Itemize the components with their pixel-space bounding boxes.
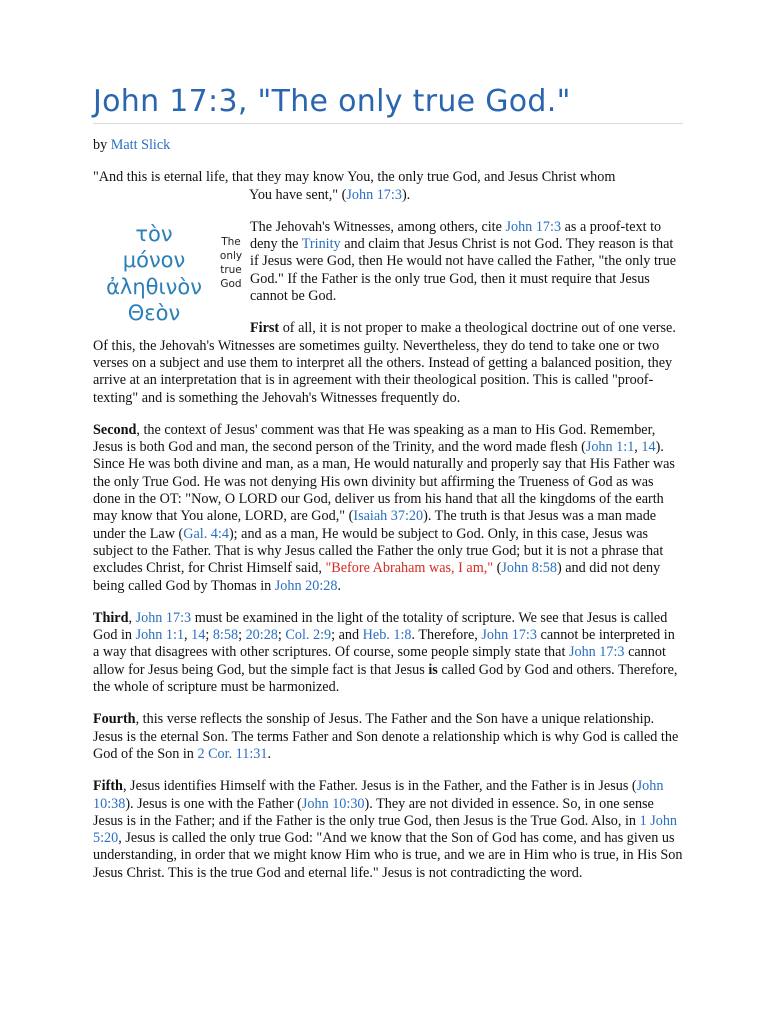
point-heading: Second <box>93 421 137 438</box>
ref-link[interactable]: John 17:3 <box>346 186 402 203</box>
ref-link[interactable]: John 1:1 <box>135 627 185 644</box>
paragraph-intro: The Jehovah's Witnesses, among others, cite John 17:3 as a proof-text to deny the Trinity and claim that Jesus Christ is not God. They reason is that if Jesus were God, then He would not have called the Father, "the only true God." If the Father is the only true God, then it must require that Jesus cannot be God. <box>250 218 676 305</box>
quote-line-2: You have sent," (John 17:3). <box>249 186 411 203</box>
english-gloss <box>216 235 246 291</box>
point-heading: Fourth <box>93 711 136 728</box>
scripture-quote <box>93 169 683 204</box>
paragraph-first: First of all, it is not proper to make a theological doctrine out of one verse. Of this, the Jehovah's Witnesses are sometimes guilty. Nevertheless, they do tend to take one or two verses on a subject and use them to interpret all the others. Instead of getting a balanced position, they arrive at an interpretation that is in agreement with their theological position. This is called "proof-texting" and is something the Jehovah's Witnesses frequently do. <box>93 320 676 406</box>
quote-line-1: "And this is eternal life, that they may know You, the only true God, and Jesus Christ whom <box>93 169 616 186</box>
greek-words <box>93 221 215 327</box>
ref-link[interactable]: Gal. 4:4 <box>183 525 229 542</box>
article <box>93 82 683 897</box>
ref-link[interactable]: John 8:58 <box>501 560 557 577</box>
ref-link[interactable]: John 17:3 <box>568 644 625 661</box>
gloss-word: God <box>220 277 242 290</box>
gloss-word: The <box>221 235 241 248</box>
ref-link[interactable]: 2 Cor. 11:31 <box>197 745 268 762</box>
paragraph-fifth: Fifth, Jesus identifies Himself with the Father. Jesus is in the Father, and the Father is in Jesus (John 10:38). Jesus is one with the Father (John 10:30). They are not divided in essence. So, in one sense Jesus is in the Father; and if the Father is the only true God, then Jesus is the True God. Also, in 1 John 5:20, Jesus is called the only true God: "And we know that the Son of God has come, and has given us understanding, in order that we might know Him who is true, and we are in Him who is true, in His Son Jesus Christ. This is the true God and eternal life." Jesus is not contradicting the word. <box>93 778 683 881</box>
gloss-word: true <box>220 263 242 276</box>
ref-link[interactable]: 8:58 <box>212 627 239 644</box>
greek-word: τὸν <box>135 221 173 246</box>
ref-link[interactable]: Col. 2:9 <box>285 627 332 644</box>
ref-link[interactable]: John 17:3 <box>505 218 562 235</box>
trinity-link[interactable]: Trinity <box>301 236 341 253</box>
ref-link[interactable]: 20:28 <box>245 627 278 644</box>
ref-link[interactable]: John 1:1 <box>585 439 635 456</box>
ref-link[interactable]: Heb. 1:8 <box>362 627 412 644</box>
ref-link[interactable]: John 20:28 <box>274 577 338 594</box>
greek-word: μόνον <box>122 248 186 273</box>
greek-text-figure <box>93 221 243 331</box>
point-heading: Third <box>93 609 129 626</box>
paragraph-second: Second, the context of Jesus' comment was that He was speaking as a man to His God. Remember, Jesus is both God and man, the second person of the Trinity, and the word made flesh (John 1:1, 14). Since He was both divine and man, as a man, He would naturally and properly say that His Father was the only True God. He was not denying His own divinity but affirming the Trueness of God as was done in the OT: "Now, O LORD our God, deliver us from his hand that all the kingdoms of the earth may know that You alone, LORD, are God," (Isaiah 37:20). The truth is that Jesus was a man made under the Law (Gal. 4:4); and as a man, He would be subject to God. Only, in this case, Jesus was subject to the Father. That is why Jesus called the Father the only true God; but it is not a phrase that excludes Christ, for Christ Himself said, "Before Abraham was, I am," (John 8:58) and did not deny being called God by Thomas in John 20:28. <box>93 421 675 594</box>
ref-link[interactable]: 14 <box>191 627 206 644</box>
red-letter-quote: "Before Abraham was, I am," <box>325 560 494 577</box>
ref-link[interactable]: John 10:30 <box>301 795 365 812</box>
ref-link[interactable]: 1 John 5:20 <box>93 812 678 847</box>
byline <box>93 137 683 154</box>
point-heading: Fifth <box>93 778 123 795</box>
page-title: John 17:3, "The only true God." <box>93 84 571 119</box>
ref-link[interactable]: John 17:3 <box>481 627 537 644</box>
emphasis: is <box>428 661 438 678</box>
title-divider <box>93 123 683 124</box>
greek-word: Θεὸν <box>127 301 181 326</box>
gloss-word: only <box>219 249 243 262</box>
greek-word: ἀληθινὸν <box>106 274 202 299</box>
ref-link[interactable]: John 10:38 <box>93 778 664 812</box>
byline-prefix: by <box>93 137 111 153</box>
author-link[interactable]: Matt Slick <box>110 137 171 153</box>
point-heading: First <box>250 320 280 337</box>
paragraph-fourth: Fourth, this verse reflects the sonship of Jesus. The Father and the Son have a unique relationship. Jesus is the eternal Son. The terms Father and Son denote a relationship which is why God is called the God of the Son in 2 Cor. 11:31. <box>93 711 679 762</box>
ref-link[interactable]: Isaiah 37:20 <box>353 508 424 525</box>
ref-link[interactable]: John 17:3 <box>135 609 192 626</box>
ref-link[interactable]: 14 <box>641 439 656 456</box>
paragraph-third: Third, John 17:3 must be examined in the light of the totality of scripture. We see that Jesus is called God in John 1:1, 14; 8:58; 20:28; Col. 2:9; and Heb. 1:8. Therefore, John 17:3 cannot be interpreted in a way that disagrees with other scriptures. Of course, some people simply state that John 17:3 cannot allow for Jesus being God, but the simple fact is that Jesus is called God by God and others. Therefore, the whole of scripture must be harmonized. <box>93 609 678 696</box>
